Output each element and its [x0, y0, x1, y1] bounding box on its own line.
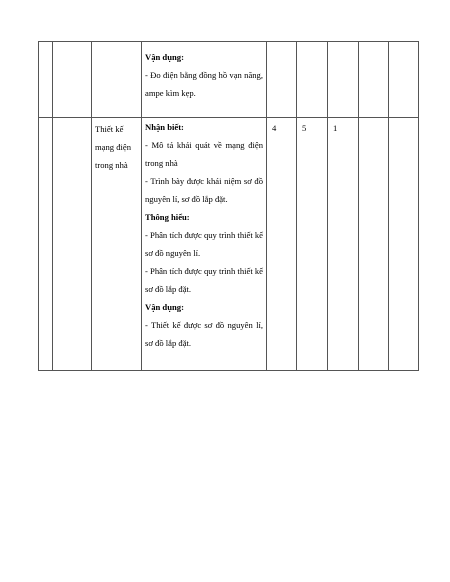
table-cell: [297, 42, 328, 118]
table-cell: [39, 118, 53, 371]
table-cell: [359, 42, 389, 118]
lesson-name-cell: Thiết kế mạng điện trong nhà: [92, 118, 142, 371]
table-row: [39, 42, 419, 118]
nhan-biet-heading: Nhận biết:: [145, 122, 184, 132]
table-cell: [328, 42, 359, 118]
van-dung-heading: Vận dụng:: [145, 52, 184, 62]
table-cell: [92, 42, 142, 118]
van-dung-heading: Vận dụng:: [145, 302, 184, 312]
van-dung-item: - Thiết kế được sơ đồ nguyên lí, sơ đồ lắp đặt.: [145, 320, 263, 348]
nhan-biet-item: - Mô tả khái quát về mạng điện trong nhà: [145, 140, 263, 168]
table-cell: [359, 118, 389, 371]
table-cell: [53, 42, 92, 118]
table-cell: [39, 42, 53, 118]
table-cell: [389, 42, 419, 118]
content-cell: [142, 42, 267, 118]
table-cell: [389, 118, 419, 371]
table-cell: [267, 42, 297, 118]
thong-hieu-item: - Phân tích được quy trình thiết kế sơ đồ lắp đặt.: [145, 266, 263, 294]
van-dung-item: - Đo điện bằng đồng hồ vạn năng, ampe kìm kẹp.: [145, 70, 263, 98]
count-thong-hieu: 5: [297, 118, 328, 371]
count-nhan-biet: 4: [267, 118, 297, 371]
thong-hieu-heading: Thông hiểu:: [145, 212, 190, 222]
table-row: [39, 118, 419, 371]
thong-hieu-item: - Phân tích được quy trình thiết kế sơ đồ nguyên lí.: [145, 230, 263, 258]
specification-table: [38, 41, 419, 371]
nhan-biet-item: - Trình bày được khái niệm sơ đồ nguyên lí, sơ đồ lắp đặt.: [145, 176, 263, 204]
content-cell: [142, 118, 267, 371]
count-van-dung: 1: [328, 118, 359, 371]
table-cell: [53, 118, 92, 371]
